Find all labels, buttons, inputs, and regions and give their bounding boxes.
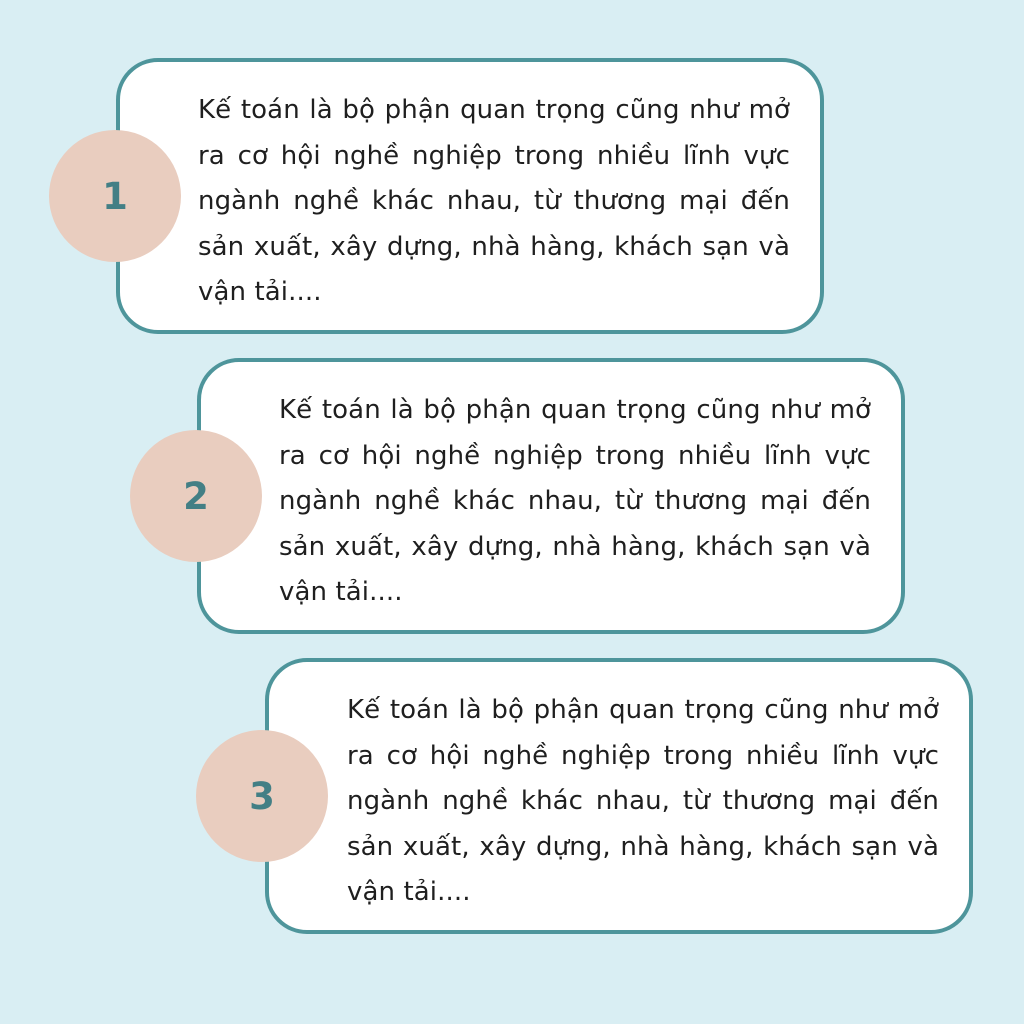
list-item-2 — [0, 358, 1024, 638]
list-item-1 — [0, 58, 1024, 338]
number-badge-1: 1 — [49, 130, 181, 262]
card-text-2: Kế toán là bộ phận quan trọng cũng như mở ra cơ hội nghề nghiệp trong nhiều lĩnh vực ngành nghề khác nhau, từ thương mại đến sản xuất, xây dựng, nhà hàng, khách sạn và vận tải.... — [279, 395, 871, 607]
list-item-3 — [0, 658, 1024, 938]
text-card-1 — [116, 58, 824, 334]
card-text-3: Kế toán là bộ phận quan trọng cũng như mở ra cơ hội nghề nghiệp trong nhiều lĩnh vực ngành nghề khác nhau, từ thương mại đến sản xuất, xây dựng, nhà hàng, khách sạn và vận tải.... — [347, 695, 939, 907]
text-card-3 — [265, 658, 973, 934]
number-badge-3: 3 — [196, 730, 328, 862]
number-badge-2: 2 — [130, 430, 262, 562]
card-text-1: Kế toán là bộ phận quan trọng cũng như mở ra cơ hội nghề nghiệp trong nhiều lĩnh vực ngành nghề khác nhau, từ thương mại đến sản xuất, xây dựng, nhà hàng, khách sạn và vận tải.... — [198, 95, 790, 307]
text-card-2 — [197, 358, 905, 634]
